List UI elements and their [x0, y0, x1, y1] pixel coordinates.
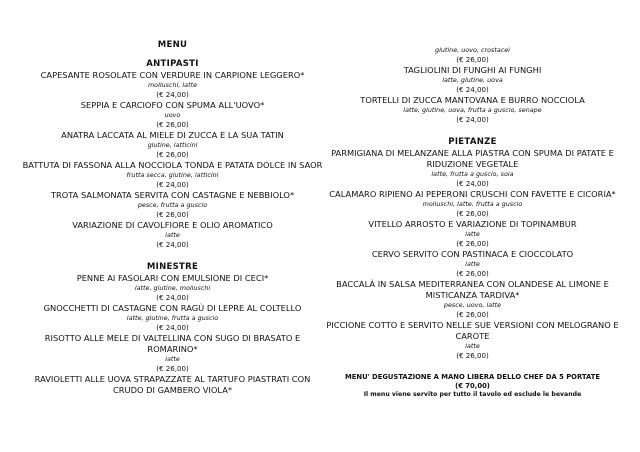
dish-name: TAGLIOLINI DI FUNGHI AI FUNGHI: [403, 65, 542, 75]
dish-item: [320, 189, 625, 219]
dish-price: (€ 26,00): [456, 55, 489, 65]
dish-item: [20, 303, 325, 333]
dish-price: (€ 24,00): [456, 85, 489, 95]
dish-price: (€ 26,00): [156, 120, 189, 130]
tasting-menu-note: Il menu viene servito per tutto il tavolo ed esclude le bevande: [363, 390, 582, 398]
dish-allergens: molluschi, latte: [147, 81, 198, 89]
dish-allergens: latte, glutine, uova, frutta a guscio, senape: [403, 106, 542, 114]
dish-item: [20, 190, 325, 220]
dish-allergens: molluschi, latte, frutta a guscio: [422, 200, 523, 208]
dish-item: [320, 46, 625, 65]
dish-item: [320, 279, 625, 320]
dish-item: [320, 219, 625, 249]
dish-price: (€ 26,00): [156, 210, 189, 220]
dish-price: (€ 24,00): [156, 180, 189, 190]
menu-title: MENU: [157, 40, 188, 50]
dish-name: SEPPIA E CARCIOFO CON SPUMA ALL'UOVO*: [80, 100, 265, 110]
dish-item: [320, 95, 625, 125]
dish-name: BATTUTA DI FASSONA ALLA NOCCIOLA TONDA E PATATA DOLCE IN SAOR: [22, 160, 323, 170]
dish-name: ANATRA LACCATA AL MIELE DI ZUCCA E LA SUA TATIN: [61, 130, 284, 140]
dish-name: PARMIGIANA DI MELANZANE ALLA PIASTRA CON SPUMA DI PATATE E RIDUZIONE VEGETALE: [331, 148, 614, 169]
section-minestre-continued: [320, 46, 625, 125]
right-column: [320, 46, 625, 399]
dish-allergens: latte: [465, 260, 480, 268]
dish-name: VARIAZIONE DI CAVOLFIORE E OLIO AROMATICO: [72, 220, 273, 230]
dish-allergens: latte, frutta a guscio, soia: [431, 170, 514, 178]
tasting-menu: [320, 373, 625, 399]
dish-price: (€ 26,00): [156, 364, 189, 374]
dish-price: (€ 26,00): [456, 269, 489, 279]
dish-price: (€ 24,00): [156, 323, 189, 333]
dish-item: [20, 130, 325, 160]
dish-price: (€ 26,00): [456, 209, 489, 219]
dish-name: PENNE AI FASOLARI CON EMULSIONE DI CECI*: [76, 273, 269, 283]
dish-item: [20, 70, 325, 100]
dish-name: TROTA SALMONATA SERVITA CON CASTAGNE E NEBBIOLO*: [50, 190, 295, 200]
dish-item: [320, 249, 625, 279]
dish-price: (€ 24,00): [156, 240, 189, 250]
dish-item: [20, 160, 325, 190]
dish-name: GNOCCHETTI DI CASTAGNE CON RAGÙ DI LEPRE AL COLTELLO: [43, 303, 302, 313]
dish-name: CERVO SERVITO CON PASTINACA E CIOCCOLATO: [371, 249, 574, 259]
section-pietanze: [320, 137, 625, 361]
dish-price: (€ 24,00): [456, 179, 489, 189]
dish-allergens: uovo: [164, 111, 181, 119]
section-title-minestre: MINESTRE: [146, 262, 199, 272]
dish-item: [20, 220, 325, 250]
section-title-antipasti: ANTIPASTI: [146, 59, 199, 69]
dish-item: [320, 320, 625, 361]
dish-name: CAPESANTE ROSOLATE CON VERDURE IN CARPIONE LEGGERO*: [40, 70, 305, 80]
dish-item: [20, 333, 325, 374]
dish-name: PICCIONE COTTO E SERVITO NELLE SUE VERSIONI CON MELOGRANO E CAROTE: [326, 320, 619, 341]
dish-price: (€ 26,00): [456, 351, 489, 361]
dish-allergens: glutine, uovo, crostacei: [435, 46, 510, 54]
dish-item: [20, 100, 325, 130]
dish-price: (€ 26,00): [456, 310, 489, 320]
dish-item: [20, 374, 325, 396]
dish-name: RISOTTO ALLE MELE DI VALTELLINA CON SUGO DI BRASATO E ROMARINO*: [44, 333, 301, 354]
dish-price: (€ 24,00): [156, 90, 189, 100]
section-title-pietanze: PIETANZE: [448, 137, 497, 147]
dish-allergens: glutine, latticini: [147, 141, 198, 149]
dish-item: [320, 148, 625, 189]
tasting-menu-price: (€ 70,00): [455, 381, 490, 390]
dish-allergens: latte: [465, 230, 480, 238]
dish-allergens: latte, glutine, frutta a guscio: [126, 314, 219, 322]
dish-price: (€ 24,00): [456, 115, 489, 125]
dish-name: BACCALÀ IN SALSA MEDITERRANEA CON OLANDESE AL LIMONE E MISTICANZA TARDIVA*: [336, 279, 609, 300]
dish-allergens: frutta secca, glutine, latticini: [126, 171, 219, 179]
left-column: [20, 40, 325, 408]
section-antipasti: [20, 59, 325, 250]
dish-price: (€ 24,00): [156, 293, 189, 303]
dish-price: (€ 26,00): [456, 239, 489, 249]
section-minestre: [20, 262, 325, 396]
dish-name: TORTELLI DI ZUCCA MANTOVANA E BURRO NOCCIOLA: [360, 95, 585, 105]
dish-price: (€ 26,00): [156, 150, 189, 160]
dish-allergens: latte: [465, 342, 480, 350]
dish-item: [20, 273, 325, 303]
dish-name: RAVIOLETTI ALLE UOVA STRAPAZZATE AL TARTUFO PIASTRATI CON CRUDO DI GAMBERO VIOLA*: [34, 374, 311, 395]
dish-name: CALAMARO RIPIENO AI PEPERONI CRUSCHI CON FAVETTE E CICORIA*: [329, 189, 616, 199]
dish-item: [320, 65, 625, 95]
dish-allergens: latte: [165, 355, 180, 363]
dish-allergens: latte, glutine, molluschi: [134, 284, 211, 292]
dish-allergens: latte, glutine, uova: [442, 76, 503, 84]
dish-allergens: latte: [165, 231, 180, 239]
dish-allergens: pesce, frutta a guscio: [137, 201, 208, 209]
tasting-menu-title: MENU' DEGUSTAZIONE A MANO LIBERA DELLO CHEF DA 5 PORTATE: [344, 373, 601, 381]
dish-name: VITELLO ARROSTO E VARIAZIONE DI TOPINAMBUR: [368, 219, 577, 229]
dish-allergens: pesce, uovo, latte: [443, 301, 502, 309]
